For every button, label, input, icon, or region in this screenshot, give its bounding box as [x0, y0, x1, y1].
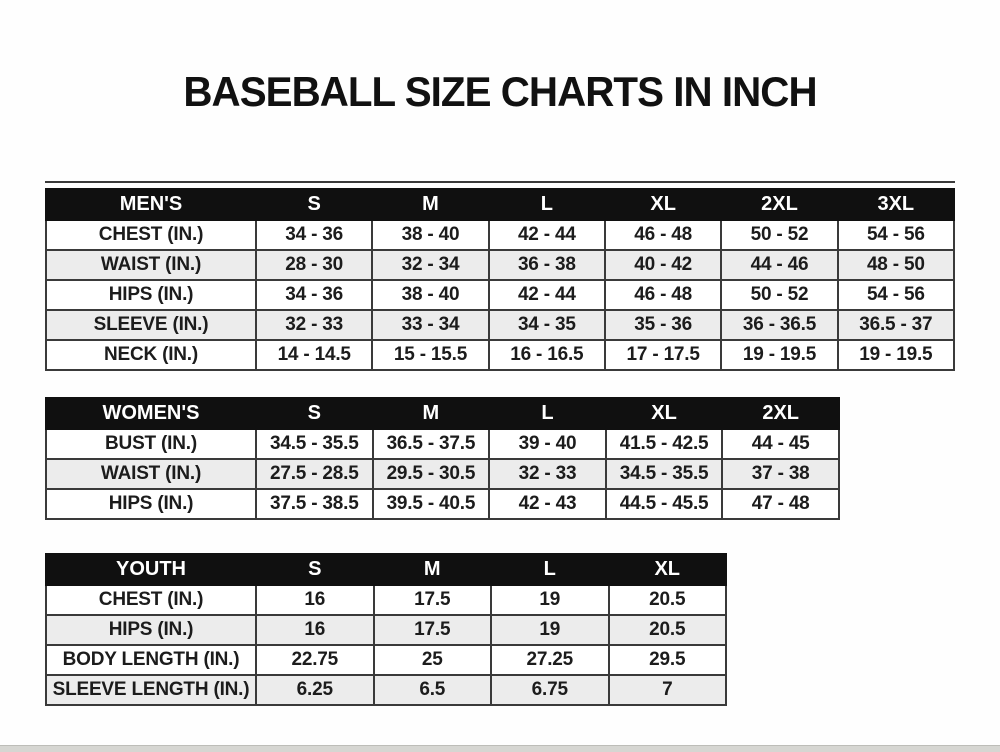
column-header: L: [491, 554, 609, 585]
size-value-cell: 32 - 34: [372, 250, 488, 280]
size-value-cell: 17.5: [374, 585, 492, 615]
size-value-cell: 41.5 - 42.5: [606, 429, 723, 459]
size-value-cell: 17 - 17.5: [605, 340, 721, 370]
size-value-cell: 46 - 48: [605, 220, 721, 250]
size-value-cell: 19 - 19.5: [721, 340, 837, 370]
size-value-cell: 50 - 52: [721, 220, 837, 250]
size-value-cell: 36.5 - 37.5: [373, 429, 490, 459]
womens-size-table-section: [45, 397, 840, 520]
size-value-cell: 34 - 36: [256, 220, 372, 250]
size-value-cell: 34.5 - 35.5: [606, 459, 723, 489]
column-header: XL: [605, 189, 721, 220]
size-value-cell: 54 - 56: [838, 280, 954, 310]
size-value-cell: 27.5 - 28.5: [256, 459, 373, 489]
row-label: WAIST (IN.): [46, 459, 256, 489]
size-value-cell: 32 - 33: [256, 310, 372, 340]
size-value-cell: 14 - 14.5: [256, 340, 372, 370]
column-header: M: [372, 189, 488, 220]
column-header: 2XL: [722, 398, 839, 429]
size-value-cell: 44 - 45: [722, 429, 839, 459]
mens-size-table-section: [45, 188, 955, 371]
row-label: CHEST (IN.): [46, 220, 256, 250]
column-header: 2XL: [721, 189, 837, 220]
table-title-cell: YOUTH: [46, 554, 256, 585]
size-value-cell: 36 - 36.5: [721, 310, 837, 340]
size-value-cell: 34.5 - 35.5: [256, 429, 373, 459]
size-value-cell: 17.5: [374, 615, 492, 645]
size-value-cell: 47 - 48: [722, 489, 839, 519]
size-value-cell: 34 - 36: [256, 280, 372, 310]
size-value-cell: 42 - 44: [489, 220, 605, 250]
column-header: L: [489, 189, 605, 220]
column-header: S: [256, 398, 373, 429]
size-value-cell: 32 - 33: [489, 459, 606, 489]
size-value-cell: 27.25: [491, 645, 609, 675]
table-row: [46, 220, 954, 250]
size-value-cell: 42 - 43: [489, 489, 606, 519]
size-value-cell: 28 - 30: [256, 250, 372, 280]
column-header: XL: [609, 554, 727, 585]
page-title: BASEBALL SIZE CHARTS IN INCH: [183, 68, 817, 115]
table-row: [46, 340, 954, 370]
table-row: [46, 489, 839, 519]
size-value-cell: 20.5: [609, 615, 727, 645]
size-value-cell: 20.5: [609, 585, 727, 615]
size-value-cell: 19: [491, 585, 609, 615]
row-label: HIPS (IN.): [46, 280, 256, 310]
table-row: [46, 585, 726, 615]
header-row: [46, 398, 839, 429]
row-label: WAIST (IN.): [46, 250, 256, 280]
column-header: M: [373, 398, 490, 429]
size-value-cell: 42 - 44: [489, 280, 605, 310]
size-value-cell: 19 - 19.5: [838, 340, 954, 370]
size-value-cell: 16: [256, 615, 374, 645]
table-row: [46, 675, 726, 705]
size-value-cell: 50 - 52: [721, 280, 837, 310]
column-header: XL: [606, 398, 723, 429]
column-header: S: [256, 189, 372, 220]
row-label: NECK (IN.): [46, 340, 256, 370]
womens-table-body: [46, 429, 839, 519]
table-title-cell: MEN'S: [46, 189, 256, 220]
size-value-cell: 37 - 38: [722, 459, 839, 489]
table-row: [46, 429, 839, 459]
row-label: SLEEVE (IN.): [46, 310, 256, 340]
size-value-cell: 22.75: [256, 645, 374, 675]
row-label: HIPS (IN.): [46, 489, 256, 519]
column-header: S: [256, 554, 374, 585]
size-value-cell: 16: [256, 585, 374, 615]
row-label: BODY LENGTH (IN.): [46, 645, 256, 675]
size-value-cell: 33 - 34: [372, 310, 488, 340]
size-value-cell: 36.5 - 37: [838, 310, 954, 340]
size-value-cell: 36 - 38: [489, 250, 605, 280]
youth-table-body: [46, 585, 726, 705]
size-value-cell: 7: [609, 675, 727, 705]
youth-size-table: [45, 553, 727, 706]
size-value-cell: 29.5 - 30.5: [373, 459, 490, 489]
column-header: M: [374, 554, 492, 585]
youth-table-header: [46, 554, 726, 585]
table-row: [46, 615, 726, 645]
size-value-cell: 46 - 48: [605, 280, 721, 310]
mens-size-table: [45, 188, 955, 371]
size-value-cell: 29.5: [609, 645, 727, 675]
womens-table-header: [46, 398, 839, 429]
table-row: [46, 280, 954, 310]
youth-size-table-section: [45, 553, 727, 706]
size-value-cell: 44 - 46: [721, 250, 837, 280]
column-header: 3XL: [838, 189, 954, 220]
table-row: [46, 310, 954, 340]
size-value-cell: 6.75: [491, 675, 609, 705]
header-row: [46, 554, 726, 585]
row-label: CHEST (IN.): [46, 585, 256, 615]
size-value-cell: 54 - 56: [838, 220, 954, 250]
size-value-cell: 25: [374, 645, 492, 675]
size-value-cell: 37.5 - 38.5: [256, 489, 373, 519]
mens-table-header: [46, 189, 954, 220]
row-label: BUST (IN.): [46, 429, 256, 459]
size-value-cell: 40 - 42: [605, 250, 721, 280]
size-value-cell: 15 - 15.5: [372, 340, 488, 370]
column-header: L: [489, 398, 606, 429]
bottom-gray-bar: [0, 745, 1000, 752]
size-value-cell: 6.25: [256, 675, 374, 705]
womens-size-table: [45, 397, 840, 520]
size-value-cell: 48 - 50: [838, 250, 954, 280]
size-value-cell: 39 - 40: [489, 429, 606, 459]
table-row: [46, 645, 726, 675]
mens-table-body: [46, 220, 954, 370]
table-row: [46, 250, 954, 280]
size-value-cell: 44.5 - 45.5: [606, 489, 723, 519]
size-value-cell: 39.5 - 40.5: [373, 489, 490, 519]
size-value-cell: 6.5: [374, 675, 492, 705]
size-value-cell: 38 - 40: [372, 280, 488, 310]
table-row: [46, 459, 839, 489]
row-label: SLEEVE LENGTH (IN.): [46, 675, 256, 705]
mens-table-top-rule: [45, 181, 955, 183]
size-value-cell: 19: [491, 615, 609, 645]
size-value-cell: 16 - 16.5: [489, 340, 605, 370]
header-row: [46, 189, 954, 220]
size-value-cell: 38 - 40: [372, 220, 488, 250]
row-label: HIPS (IN.): [46, 615, 256, 645]
size-value-cell: 35 - 36: [605, 310, 721, 340]
size-value-cell: 34 - 35: [489, 310, 605, 340]
table-title-cell: WOMEN'S: [46, 398, 256, 429]
